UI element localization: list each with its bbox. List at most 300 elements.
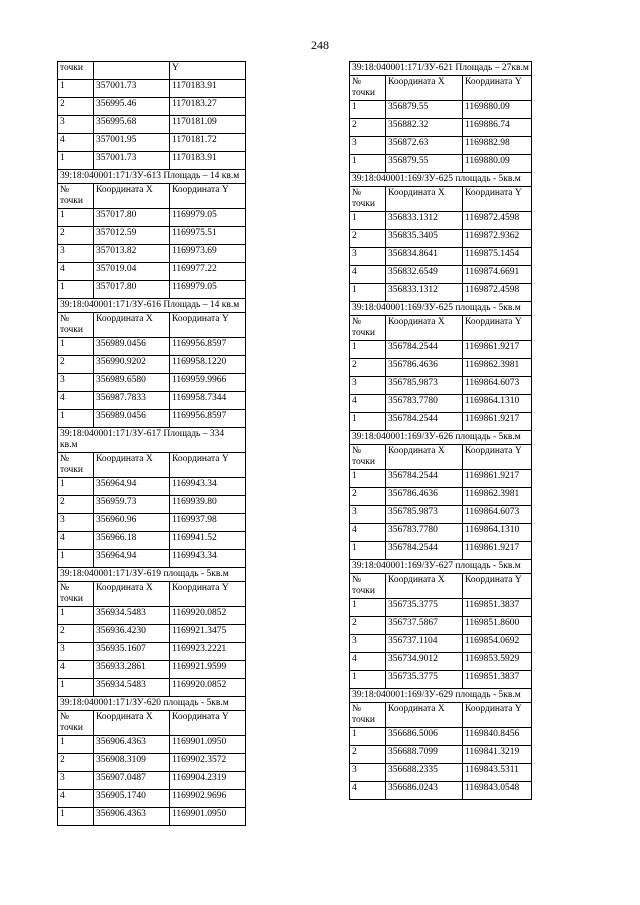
table-cell: 3 bbox=[58, 374, 94, 392]
table-row bbox=[58, 263, 246, 281]
table-cell: 3 bbox=[350, 764, 386, 782]
table-cell: 1169943.34 bbox=[170, 550, 246, 568]
table-cell: 356686.5006 bbox=[386, 728, 463, 746]
table-cell: 1169882.98 bbox=[463, 137, 532, 155]
table-cell: 1169901.0950 bbox=[170, 808, 246, 826]
table-cell: 1169841.3219 bbox=[463, 746, 532, 764]
plot-title-row bbox=[58, 568, 246, 582]
table-cell: 1 bbox=[58, 679, 94, 697]
table-cell: 3 bbox=[58, 772, 94, 790]
table-cell: 356688.7099 bbox=[386, 746, 463, 764]
table-cell: 4 bbox=[58, 532, 94, 550]
table-cell: 1169861.9217 bbox=[463, 542, 532, 560]
plot-title-row bbox=[350, 302, 532, 316]
table-cell: 1169973.69 bbox=[170, 245, 246, 263]
header-cell: Координата Y bbox=[463, 76, 532, 101]
table-cell: 3 bbox=[350, 506, 386, 524]
table-row bbox=[350, 488, 532, 506]
table-cell: 356959.73 bbox=[94, 496, 170, 514]
table-cell: 356688.2335 bbox=[386, 764, 463, 782]
table-row bbox=[58, 80, 246, 98]
table-cell: 3 bbox=[58, 245, 94, 263]
table-cell: 1169920.0852 bbox=[170, 607, 246, 625]
table-cell: 356995.68 bbox=[94, 116, 170, 134]
table-cell: 1 bbox=[350, 599, 386, 617]
table-cell: 1169854.0692 bbox=[463, 635, 532, 653]
table-header-row bbox=[350, 187, 532, 212]
table-row bbox=[350, 671, 532, 689]
table-row bbox=[58, 679, 246, 697]
table-cell: 356906.4363 bbox=[94, 736, 170, 754]
plot-title-row bbox=[350, 62, 532, 76]
table-cell: 356786.4636 bbox=[386, 488, 463, 506]
table-row bbox=[58, 374, 246, 392]
table-cell: 1170183.27 bbox=[170, 98, 246, 116]
plot-title: 39:18:040001:169/ЗУ-626 площадь - 5кв.м bbox=[350, 431, 532, 445]
table-row bbox=[58, 356, 246, 374]
table-cell: 1169864.1310 bbox=[463, 395, 532, 413]
table-cell: 356906.4363 bbox=[94, 808, 170, 826]
header-cell: № точки bbox=[350, 703, 386, 728]
table-cell: 1169941.52 bbox=[170, 532, 246, 550]
table-row bbox=[350, 746, 532, 764]
table-cell: 356784.2544 bbox=[386, 542, 463, 560]
table-header-row bbox=[58, 582, 246, 607]
header-cell: Координата Y bbox=[170, 453, 246, 478]
header-cell: № точки bbox=[350, 187, 386, 212]
plot-title: 39:18:040001:169/ЗУ-625 площадь - 5кв.м bbox=[350, 173, 532, 187]
table-row bbox=[350, 470, 532, 488]
table-cell: 1169901.0950 bbox=[170, 736, 246, 754]
table-cell: 1169921.9599 bbox=[170, 661, 246, 679]
table-cell: 1169840.8456 bbox=[463, 728, 532, 746]
table-row bbox=[350, 212, 532, 230]
header-cell: № точки bbox=[58, 313, 94, 338]
table-cell: 2 bbox=[58, 227, 94, 245]
table-cell: 356989.6580 bbox=[94, 374, 170, 392]
header-cell: № точки bbox=[58, 453, 94, 478]
table-row bbox=[350, 119, 532, 137]
header-cell: № точки bbox=[350, 316, 386, 341]
header-cell: Координата Y bbox=[170, 582, 246, 607]
table-cell: 1169862.3981 bbox=[463, 359, 532, 377]
table-cell: 1169864.6073 bbox=[463, 506, 532, 524]
table-cell: 1 bbox=[350, 284, 386, 302]
table-cell: 356834.8641 bbox=[386, 248, 463, 266]
header-cell: Координата X bbox=[386, 187, 463, 212]
header-cell: Координата Y bbox=[463, 187, 532, 212]
plot-title-row bbox=[350, 689, 532, 703]
table-row bbox=[350, 359, 532, 377]
table-cell: 1169958.1220 bbox=[170, 356, 246, 374]
table-cell: 4 bbox=[58, 134, 94, 152]
table-cell: 1169959.9966 bbox=[170, 374, 246, 392]
table-cell: 2 bbox=[58, 496, 94, 514]
table-cell: 1169939.80 bbox=[170, 496, 246, 514]
table-cell: 1170181.72 bbox=[170, 134, 246, 152]
table-cell: 356735.3775 bbox=[386, 671, 463, 689]
table-header-row bbox=[350, 445, 532, 470]
table-cell: 356936.4230 bbox=[94, 625, 170, 643]
table-cell: 2 bbox=[350, 617, 386, 635]
table-cell: 2 bbox=[58, 98, 94, 116]
table-row bbox=[350, 341, 532, 359]
table-cell: 1 bbox=[350, 413, 386, 431]
table-cell: 1 bbox=[58, 209, 94, 227]
table-cell: 4 bbox=[58, 392, 94, 410]
table-cell: 356905.1740 bbox=[94, 790, 170, 808]
table-cell: 2 bbox=[350, 119, 386, 137]
table-cell: 1169843.5311 bbox=[463, 764, 532, 782]
table-cell: 3 bbox=[58, 643, 94, 661]
table-cell: 356785.9873 bbox=[386, 377, 463, 395]
table-cell: 1 bbox=[58, 410, 94, 428]
table-cell: 357019.04 bbox=[94, 263, 170, 281]
table-cell: 1169861.9217 bbox=[463, 470, 532, 488]
table-cell: 356934.5483 bbox=[94, 679, 170, 697]
table-row bbox=[350, 653, 532, 671]
table-row bbox=[350, 230, 532, 248]
table-header-row bbox=[58, 313, 246, 338]
table-cell: 3 bbox=[58, 116, 94, 134]
table-row bbox=[58, 754, 246, 772]
plot-title: 39:18:040001:171/ЗУ-617 Площадь – 334 кв.м bbox=[58, 428, 246, 453]
table-header-row bbox=[58, 62, 246, 80]
table-cell: 356785.9873 bbox=[386, 506, 463, 524]
header-cell: Координата X bbox=[386, 316, 463, 341]
table-row bbox=[58, 772, 246, 790]
table-row bbox=[350, 524, 532, 542]
table-cell: 1169851.3837 bbox=[463, 599, 532, 617]
table-cell: 1169902.3572 bbox=[170, 754, 246, 772]
header-cell: № точки bbox=[58, 711, 94, 736]
table-cell: 4 bbox=[58, 790, 94, 808]
table-row bbox=[58, 392, 246, 410]
plot-title-row bbox=[350, 560, 532, 574]
table-cell: 1 bbox=[350, 155, 386, 173]
table-row bbox=[350, 284, 532, 302]
left-coordinates-table bbox=[57, 61, 246, 826]
table-cell: 2 bbox=[350, 230, 386, 248]
table-cell: 356872.63 bbox=[386, 137, 463, 155]
table-cell: 4 bbox=[350, 524, 386, 542]
table-cell: 1169853.5929 bbox=[463, 653, 532, 671]
header-cell: № точки bbox=[58, 184, 94, 209]
plot-title: 39:18:040001:169/ЗУ-627 площадь - 5кв.м bbox=[350, 560, 532, 574]
plot-title: 39:18:040001:171/ЗУ-613 Площадь – 14 кв.м bbox=[58, 170, 246, 184]
table-cell: 356783.7780 bbox=[386, 395, 463, 413]
table-cell: 1169872.4598 bbox=[463, 284, 532, 302]
table-cell: 3 bbox=[350, 377, 386, 395]
table-cell: 3 bbox=[350, 635, 386, 653]
table-cell: 1169904.2319 bbox=[170, 772, 246, 790]
table-cell: 356784.2544 bbox=[386, 341, 463, 359]
table-cell: 1169874.6691 bbox=[463, 266, 532, 284]
table-cell: 1 bbox=[350, 728, 386, 746]
header-cell: № точки bbox=[350, 574, 386, 599]
table-row bbox=[350, 506, 532, 524]
table-cell: 2 bbox=[350, 359, 386, 377]
table-cell: 1169943.34 bbox=[170, 478, 246, 496]
table-row bbox=[58, 736, 246, 754]
table-row bbox=[58, 116, 246, 134]
right-coordinates-table bbox=[349, 61, 532, 800]
table-cell: 356987.7833 bbox=[94, 392, 170, 410]
header-cell: № точки bbox=[58, 582, 94, 607]
table-cell: 356784.2544 bbox=[386, 470, 463, 488]
table-cell: 356833.1312 bbox=[386, 212, 463, 230]
table-cell: 1169880.09 bbox=[463, 155, 532, 173]
header-cell: Координата Y bbox=[463, 316, 532, 341]
table-cell: 4 bbox=[58, 263, 94, 281]
plot-title-row bbox=[58, 299, 246, 313]
table-row bbox=[350, 617, 532, 635]
table-cell: 357013.82 bbox=[94, 245, 170, 263]
table-cell: 2 bbox=[58, 625, 94, 643]
table-row bbox=[350, 377, 532, 395]
header-cell: Координата X bbox=[94, 313, 170, 338]
plot-title: 39:18:040001:169/ЗУ-629 площадь - 5кв.м bbox=[350, 689, 532, 703]
table-cell: 4 bbox=[350, 395, 386, 413]
table-cell: 1 bbox=[350, 671, 386, 689]
table-header-row bbox=[350, 574, 532, 599]
table-row bbox=[350, 542, 532, 560]
table-cell: 356734.9012 bbox=[386, 653, 463, 671]
table-cell: 1 bbox=[58, 607, 94, 625]
table-cell: 4 bbox=[350, 266, 386, 284]
header-cell: № точки bbox=[350, 76, 386, 101]
table-cell: 1169920.0852 bbox=[170, 679, 246, 697]
table-cell: 1 bbox=[58, 478, 94, 496]
table-row bbox=[58, 134, 246, 152]
header-cell: точки bbox=[58, 62, 94, 80]
table-row bbox=[350, 395, 532, 413]
table-row bbox=[350, 782, 532, 800]
table-cell: 1169872.9362 bbox=[463, 230, 532, 248]
table-row bbox=[350, 728, 532, 746]
plot-title: 39:18:040001:171/ЗУ-620 площадь - 5кв.м bbox=[58, 697, 246, 711]
table-row bbox=[58, 550, 246, 568]
header-cell: Координата Y bbox=[463, 574, 532, 599]
plot-title: 39:18:040001:171/ЗУ-621 Площадь – 27кв.м bbox=[350, 62, 532, 76]
header-cell: Координата Y bbox=[170, 711, 246, 736]
table-row bbox=[58, 514, 246, 532]
table-row bbox=[58, 607, 246, 625]
table-cell: 1169921.3475 bbox=[170, 625, 246, 643]
table-cell: 356933.2861 bbox=[94, 661, 170, 679]
table-cell: 1169851.8600 bbox=[463, 617, 532, 635]
table-row bbox=[350, 266, 532, 284]
table-cell: 357001.73 bbox=[94, 80, 170, 98]
table-row bbox=[58, 808, 246, 826]
table-cell: 2 bbox=[350, 488, 386, 506]
table-cell: 2 bbox=[350, 746, 386, 764]
header-cell: Координата Y bbox=[170, 184, 246, 209]
table-row bbox=[58, 152, 246, 170]
table-cell: 356737.5867 bbox=[386, 617, 463, 635]
table-cell: 356879.55 bbox=[386, 101, 463, 119]
table-cell: 1169875.1454 bbox=[463, 248, 532, 266]
table-cell: 356934.5483 bbox=[94, 607, 170, 625]
table-cell: 356783.7780 bbox=[386, 524, 463, 542]
table-cell: 1169886.74 bbox=[463, 119, 532, 137]
table-cell: 1169872.4598 bbox=[463, 212, 532, 230]
header-cell: Координата X bbox=[386, 574, 463, 599]
table-cell: 356686.0243 bbox=[386, 782, 463, 800]
table-cell: 356966.18 bbox=[94, 532, 170, 550]
table-header-row bbox=[58, 711, 246, 736]
table-cell: 356964.94 bbox=[94, 478, 170, 496]
table-cell: 1170183.91 bbox=[170, 80, 246, 98]
table-cell: 1 bbox=[350, 341, 386, 359]
table-cell: 356737.1104 bbox=[386, 635, 463, 653]
table-row bbox=[350, 248, 532, 266]
page-number: 248 bbox=[311, 38, 329, 52]
table-row bbox=[58, 532, 246, 550]
table-cell: 356964.94 bbox=[94, 550, 170, 568]
table-cell: 1 bbox=[58, 736, 94, 754]
plot-title: 39:18:040001:169/ЗУ-625 площадь - 5кв.м bbox=[350, 302, 532, 316]
table-cell: 3 bbox=[350, 248, 386, 266]
table-cell: 356786.4636 bbox=[386, 359, 463, 377]
table-cell: 2 bbox=[58, 754, 94, 772]
table-row bbox=[58, 661, 246, 679]
table-cell: 1169843.0548 bbox=[463, 782, 532, 800]
table-cell: 1169864.1310 bbox=[463, 524, 532, 542]
table-cell: 1 bbox=[350, 542, 386, 560]
table-cell: 356907.0487 bbox=[94, 772, 170, 790]
table-row bbox=[58, 245, 246, 263]
table-row bbox=[350, 413, 532, 431]
left-column bbox=[57, 61, 246, 826]
header-cell: № точки bbox=[350, 445, 386, 470]
header-cell: Координата X bbox=[94, 582, 170, 607]
table-cell: 4 bbox=[350, 653, 386, 671]
header-cell: Координата Y bbox=[463, 445, 532, 470]
table-cell: 1170181.09 bbox=[170, 116, 246, 134]
table-cell: 1169880.09 bbox=[463, 101, 532, 119]
table-cell: 1 bbox=[58, 152, 94, 170]
table-cell: 1169956.8597 bbox=[170, 338, 246, 356]
table-cell: 1 bbox=[350, 470, 386, 488]
table-cell: 1 bbox=[58, 550, 94, 568]
table-row bbox=[58, 643, 246, 661]
table-row bbox=[58, 410, 246, 428]
table-cell: 1 bbox=[350, 212, 386, 230]
plot-title-row bbox=[58, 697, 246, 711]
table-cell: 1169977.22 bbox=[170, 263, 246, 281]
table-row bbox=[350, 599, 532, 617]
header-cell: Y bbox=[170, 62, 246, 80]
table-cell: 356995.46 bbox=[94, 98, 170, 116]
table-cell: 1169979.05 bbox=[170, 209, 246, 227]
table-cell: 357012.59 bbox=[94, 227, 170, 245]
table-row bbox=[350, 101, 532, 119]
table-row bbox=[58, 496, 246, 514]
plot-title-row bbox=[350, 431, 532, 445]
table-header-row bbox=[350, 76, 532, 101]
table-cell: 356835.3405 bbox=[386, 230, 463, 248]
table-cell: 1169956.8597 bbox=[170, 410, 246, 428]
header-cell: Координата X bbox=[386, 703, 463, 728]
plot-title-row bbox=[58, 170, 246, 184]
table-cell: 357001.73 bbox=[94, 152, 170, 170]
table-cell: 356935.1607 bbox=[94, 643, 170, 661]
table-cell: 3 bbox=[350, 137, 386, 155]
plot-title-row bbox=[58, 428, 246, 453]
right-column bbox=[349, 61, 532, 800]
table-cell: 1169862.3981 bbox=[463, 488, 532, 506]
header-cell: Координата Y bbox=[170, 313, 246, 338]
table-cell: 1169902.9696 bbox=[170, 790, 246, 808]
table-cell: 356989.0456 bbox=[94, 410, 170, 428]
table-cell: 357017.80 bbox=[94, 209, 170, 227]
table-row bbox=[58, 790, 246, 808]
table-cell: 356833.1312 bbox=[386, 284, 463, 302]
table-cell: 1169851.3837 bbox=[463, 671, 532, 689]
table-header-row bbox=[58, 184, 246, 209]
table-cell: 356908.3109 bbox=[94, 754, 170, 772]
table-cell: 3 bbox=[58, 514, 94, 532]
table-cell: 4 bbox=[350, 782, 386, 800]
table-cell: 1 bbox=[350, 101, 386, 119]
table-cell: 1170183.91 bbox=[170, 152, 246, 170]
table-cell: 1 bbox=[58, 808, 94, 826]
table-row bbox=[58, 227, 246, 245]
header-cell bbox=[94, 62, 170, 80]
plot-title-row bbox=[350, 173, 532, 187]
table-row bbox=[58, 338, 246, 356]
table-cell: 356960.96 bbox=[94, 514, 170, 532]
header-cell: Координата Y bbox=[463, 703, 532, 728]
table-row bbox=[58, 625, 246, 643]
table-cell: 357001.95 bbox=[94, 134, 170, 152]
table-cell: 1169861.9217 bbox=[463, 341, 532, 359]
table-row bbox=[58, 209, 246, 227]
table-cell: 356735.3775 bbox=[386, 599, 463, 617]
table-cell: 357017.80 bbox=[94, 281, 170, 299]
table-cell: 1169958.7344 bbox=[170, 392, 246, 410]
plot-title: 39:18:040001:171/ЗУ-616 Площадь – 14 кв.м bbox=[58, 299, 246, 313]
header-cell: Координата X bbox=[94, 184, 170, 209]
header-cell: Координата X bbox=[386, 76, 463, 101]
table-cell: 356879.55 bbox=[386, 155, 463, 173]
header-cell: Координата X bbox=[386, 445, 463, 470]
table-row bbox=[58, 478, 246, 496]
table-row bbox=[350, 764, 532, 782]
header-cell: Координата X bbox=[94, 711, 170, 736]
table-cell: 1 bbox=[58, 338, 94, 356]
table-cell: 1 bbox=[58, 281, 94, 299]
table-header-row bbox=[350, 316, 532, 341]
table-header-row bbox=[58, 453, 246, 478]
plot-title: 39:18:040001:171/ЗУ-619 площадь - 5кв.м bbox=[58, 568, 246, 582]
table-row bbox=[350, 155, 532, 173]
table-cell: 1169975.51 bbox=[170, 227, 246, 245]
table-cell: 1169861.9217 bbox=[463, 413, 532, 431]
table-cell: 4 bbox=[58, 661, 94, 679]
table-cell: 1169979.05 bbox=[170, 281, 246, 299]
table-cell: 1169937.98 bbox=[170, 514, 246, 532]
table-cell: 356882.32 bbox=[386, 119, 463, 137]
table-row bbox=[58, 281, 246, 299]
table-cell: 356989.0456 bbox=[94, 338, 170, 356]
table-row bbox=[58, 98, 246, 116]
table-cell: 356832.6549 bbox=[386, 266, 463, 284]
table-cell: 356784.2544 bbox=[386, 413, 463, 431]
table-row bbox=[350, 635, 532, 653]
table-cell: 356990.9202 bbox=[94, 356, 170, 374]
